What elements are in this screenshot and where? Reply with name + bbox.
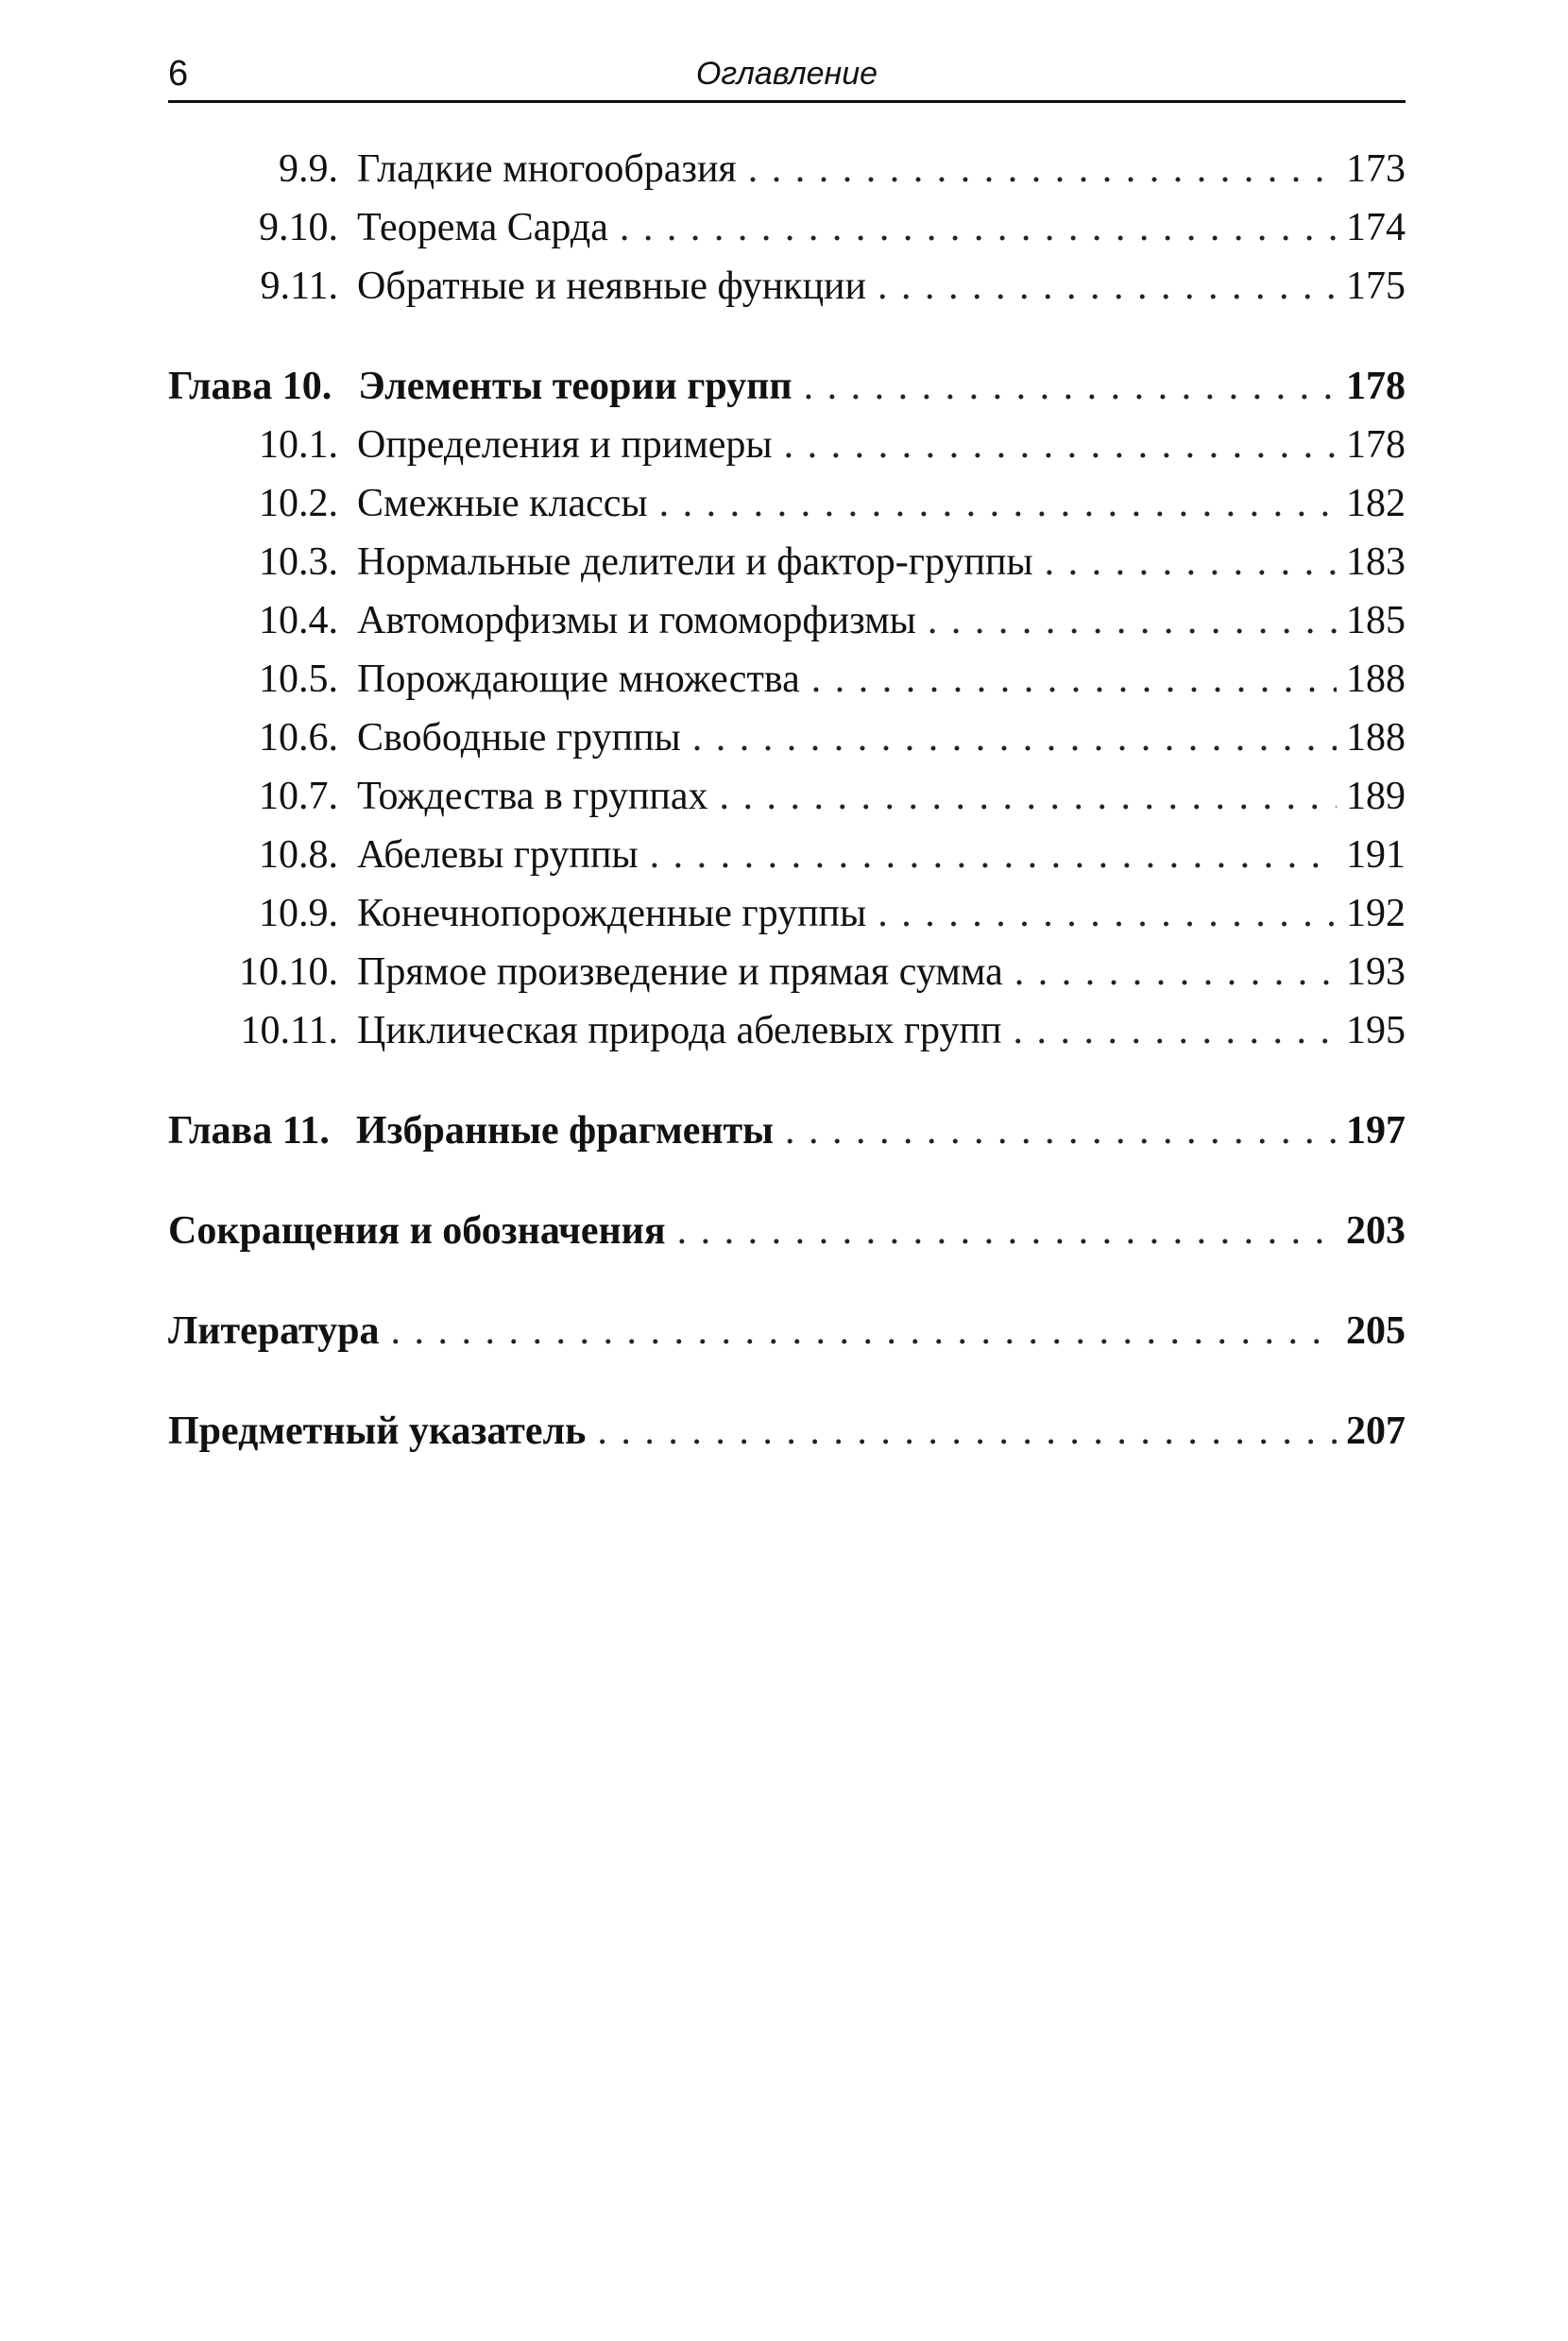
dot-leader (1033, 533, 1337, 591)
entry-title: Предметный указатель (168, 1410, 587, 1453)
dot-leader (800, 650, 1337, 709)
section-number: 10.8. (259, 833, 338, 877)
toc-subject-index[interactable] (168, 1402, 1406, 1461)
dot-leader (1003, 943, 1337, 1001)
section-number: 9.10. (259, 206, 338, 249)
section-number: 10.7. (259, 775, 338, 818)
chapter-page: 178 (1346, 365, 1406, 408)
section-page: 188 (1346, 716, 1406, 760)
table-of-contents (168, 140, 1406, 1461)
toc-section-10-3[interactable] (168, 533, 1406, 591)
section-number: 10.6. (259, 716, 338, 760)
section-title: Гладкие многообразия (357, 147, 737, 191)
section-number: 9.9. (279, 147, 338, 191)
toc-chapter-11[interactable] (168, 1102, 1406, 1160)
dot-leader (681, 709, 1337, 767)
running-title: Оглавление (695, 56, 878, 92)
section-title: Определения и примеры (357, 423, 773, 467)
toc-section-10-6[interactable] (168, 709, 1406, 767)
dot-leader (379, 1302, 1337, 1360)
toc-section-10-11[interactable] (168, 1001, 1406, 1060)
toc-section-10-5[interactable] (168, 650, 1406, 709)
dot-leader (586, 1402, 1337, 1461)
section-title: Порождающие множества (357, 658, 800, 701)
section-page: 188 (1346, 658, 1406, 701)
toc-section-9-10[interactable] (168, 198, 1406, 257)
dot-leader (773, 416, 1337, 474)
dot-leader (666, 1202, 1337, 1260)
section-number: 10.9. (259, 892, 338, 935)
section-page: 178 (1346, 423, 1406, 467)
toc-literature[interactable] (168, 1302, 1406, 1360)
dot-leader (793, 357, 1337, 416)
toc-section-10-7[interactable] (168, 767, 1406, 826)
section-page: 193 (1346, 950, 1406, 994)
toc-section-10-10[interactable] (168, 943, 1406, 1001)
entry-page: 205 (1346, 1309, 1406, 1353)
dot-leader (866, 884, 1337, 943)
dot-leader (737, 140, 1337, 198)
entry-page: 203 (1346, 1209, 1406, 1253)
chapter-title: Избранные фрагменты (355, 1109, 774, 1153)
toc-section-9-11[interactable] (168, 257, 1406, 316)
dot-leader (774, 1102, 1337, 1160)
section-page: 185 (1346, 599, 1406, 642)
toc-section-10-8[interactable] (168, 826, 1406, 884)
dot-leader (648, 474, 1337, 533)
section-page: 189 (1346, 775, 1406, 818)
section-title: Автоморфизмы и гомоморфизмы (357, 599, 916, 642)
section-title: Конечнопорожденные группы (357, 892, 867, 935)
toc-section-10-2[interactable] (168, 474, 1406, 533)
section-page: 182 (1346, 482, 1406, 525)
section-number: 10.4. (259, 599, 338, 642)
toc-section-10-9[interactable] (168, 884, 1406, 943)
dot-leader (708, 767, 1337, 826)
entry-title: Литература (168, 1309, 380, 1353)
section-number: 10.2. (259, 482, 338, 525)
dot-leader (866, 257, 1337, 316)
section-title: Тождества в группах (357, 775, 708, 818)
section-page: 173 (1346, 147, 1406, 191)
section-number: 10.5. (259, 658, 338, 701)
section-number: 10.1. (259, 423, 338, 467)
section-page: 192 (1346, 892, 1406, 935)
section-title: Абелевы группы (357, 833, 639, 877)
toc-abbreviations[interactable] (168, 1202, 1406, 1260)
dot-leader (639, 826, 1337, 884)
chapter-title: Элементы теории групп (358, 365, 793, 408)
header-rule (168, 100, 1406, 103)
chapter-page: 197 (1346, 1109, 1406, 1153)
toc-section-10-4[interactable] (168, 591, 1406, 650)
section-title: Свободные группы (357, 716, 681, 760)
section-title: Смежные классы (357, 482, 648, 525)
section-title: Нормальные делители и фактор-группы (357, 540, 1033, 584)
section-title: Прямое произведение и прямая сумма (357, 950, 1003, 994)
section-page: 175 (1346, 265, 1406, 308)
dot-leader (916, 591, 1337, 650)
section-title: Обратные и неявные функции (357, 265, 867, 308)
section-page: 174 (1346, 206, 1406, 249)
section-number: 10.10. (239, 950, 338, 994)
section-page: 191 (1346, 833, 1406, 877)
chapter-label: Глава 11. (168, 1109, 330, 1153)
section-page: 195 (1346, 1009, 1406, 1052)
entry-title: Сокращения и обозначения (168, 1209, 666, 1253)
toc-section-9-9[interactable] (168, 140, 1406, 198)
toc-chapter-10[interactable] (168, 357, 1406, 416)
section-number: 10.3. (259, 540, 338, 584)
chapter-label: Глава 10. (168, 365, 332, 408)
running-head (168, 45, 1406, 102)
section-number: 10.11. (240, 1009, 338, 1052)
section-title: Циклическая природа абелевых групп (357, 1009, 1002, 1052)
dot-leader (608, 198, 1337, 257)
entry-page: 207 (1346, 1410, 1406, 1453)
dot-leader (1001, 1001, 1337, 1060)
toc-section-10-1[interactable] (168, 416, 1406, 474)
page-number: 6 (168, 54, 189, 94)
section-page: 183 (1346, 540, 1406, 584)
section-title: Теорема Сарда (357, 206, 608, 249)
section-number: 9.11. (260, 265, 338, 308)
